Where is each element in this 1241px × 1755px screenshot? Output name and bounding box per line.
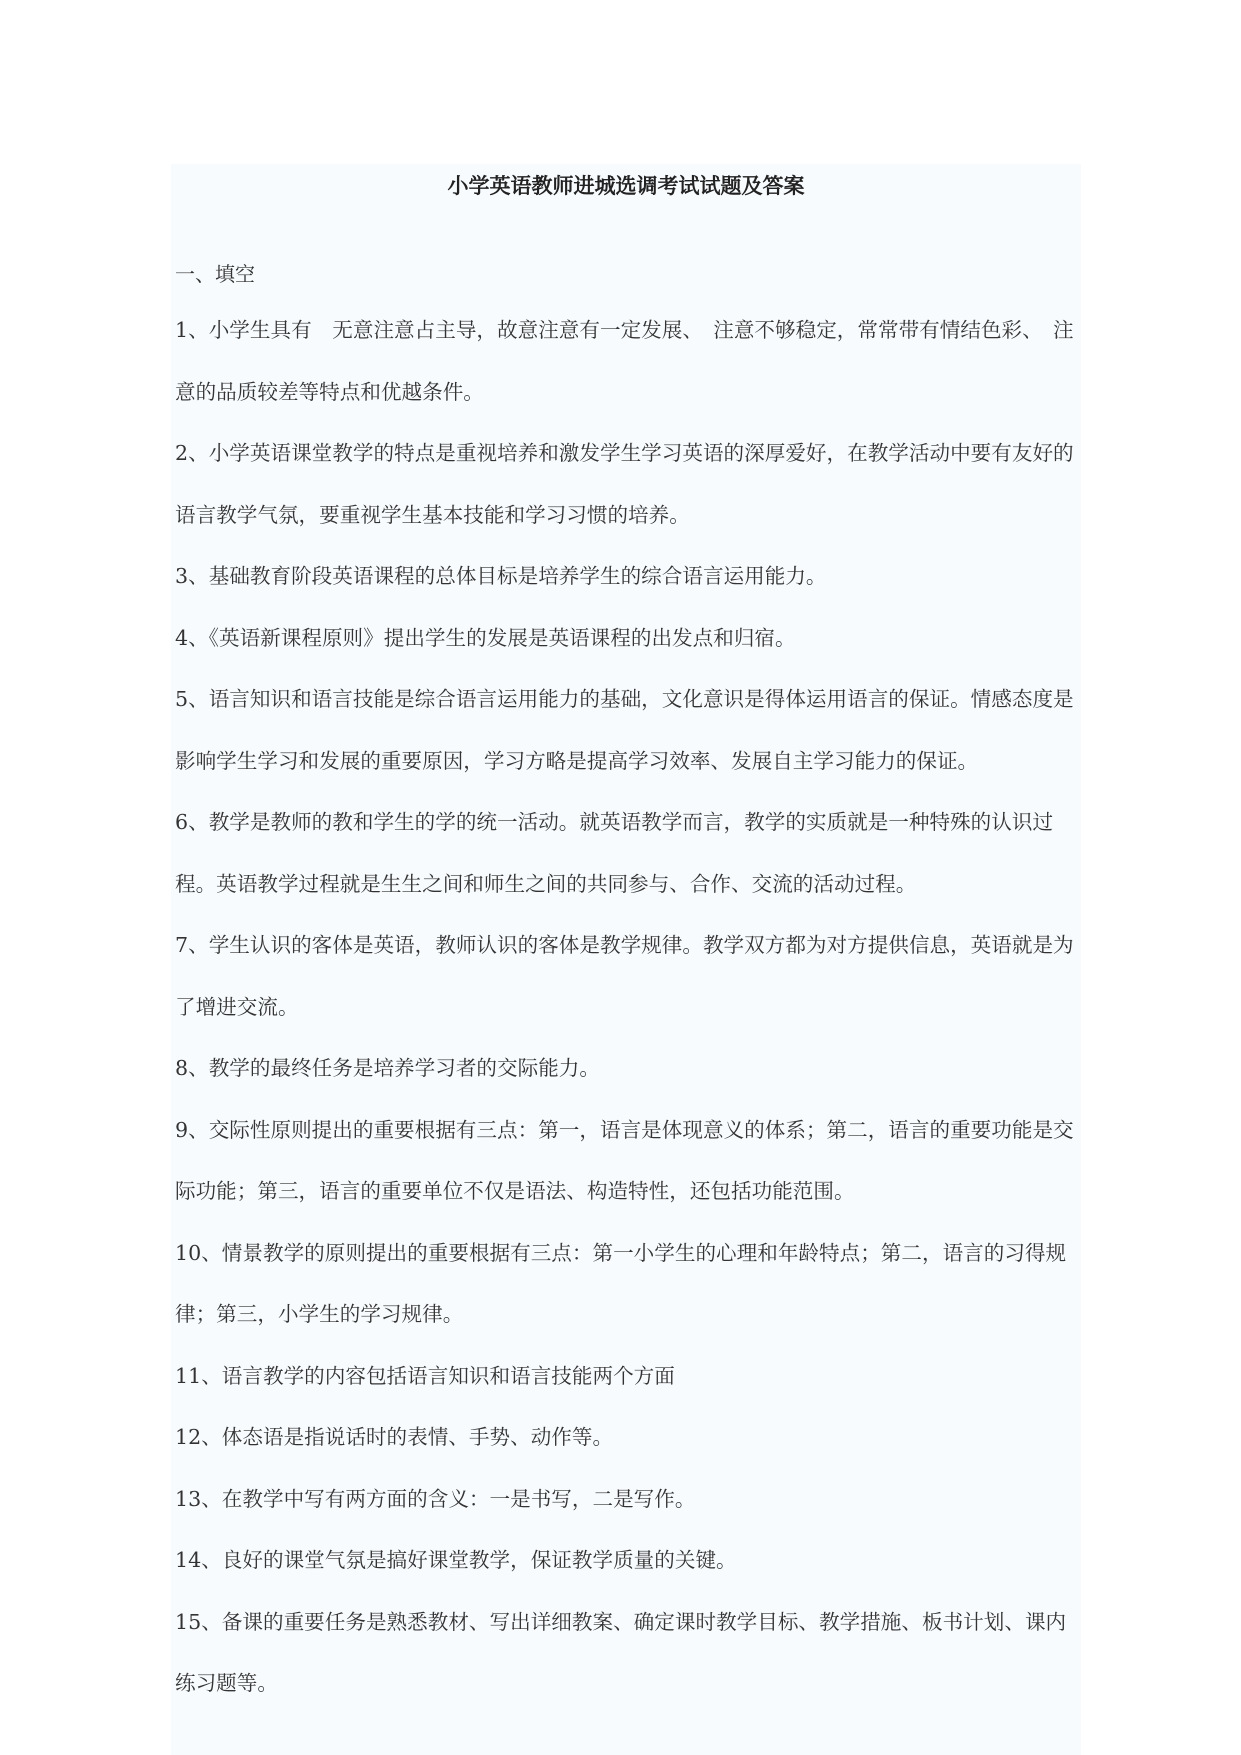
question-item-7: 7、学生认识的客体是英语，教师认识的客体是教学规律。教学双方都为对方提供信息，英语就是为了增进交流。 [175, 933, 1074, 1019]
question-item-15: 15、备课的重要任务是熟悉教材、写出详细教案、确定课时教学目标、教学措施、板书计划、课内练习题等。 [175, 1609, 1067, 1695]
document-body [171, 164, 1081, 1755]
question-item-2: 2、小学英语课堂教学的特点是重视培养和激发学生学习英语的深厚爱好，在教学活动中要有友好的语言教学气氛，要重视学生基本技能和学习习惯的培养。 [175, 441, 1074, 527]
question-item-14: 14、良好的课堂气氛是搞好课堂教学，保证教学质量的关键。 [175, 1548, 737, 1572]
section-heading: 一、填空 [175, 262, 255, 286]
question-item-12: 12、体态语是指说话时的表情、手势、动作等。 [175, 1425, 614, 1449]
question-item-13: 13、在教学中写有两方面的含义：一是书写，二是写作。 [175, 1486, 696, 1511]
question-item-10: 10、情景教学的原则提出的重要根据有三点：第一小学生的心理和年龄特点；第二，语言的习得规律；第三，小学生的学习规律。 [175, 1240, 1067, 1326]
question-item-4: 4、《英语新课程原则》提出学生的发展是英语课程的出发点和归宿。 [175, 625, 796, 650]
page-title: 小学英语教师进城选调考试试题及答案 [447, 174, 805, 198]
question-item-1: 1、小学生具有 无意注意占主导，故意注意有一定发展、 注意不够稳定，常常带有情结色彩、 注意的品质较差等特点和优越条件。 [175, 318, 1074, 404]
question-list [175, 300, 1079, 1715]
question-item-5: 5、语言知识和语言技能是综合语言运用能力的基础，文化意识是得体运用语言的保证。情感态度是影响学生学习和发展的重要原因，学习方略是提高学习效率、发展自主学习能力的保证。 [175, 687, 1074, 773]
question-item-3: 3、基础教育阶段英语课程的总体目标是培养学生的综合语言运用能力。 [175, 564, 827, 588]
question-item-11: 11、语言教学的内容包括语言知识和语言技能两个方面 [175, 1363, 675, 1388]
question-item-8: 8、教学的最终任务是培养学习者的交际能力。 [175, 1056, 600, 1080]
question-item-6: 6、教学是教师的教和学生的学的统一活动。就英语教学而言，教学的实质就是一种特殊的认识过程。英语教学过程就是生生之间和师生之间的共同参与、合作、交流的活动过程。 [175, 810, 1054, 896]
question-item-9: 9、交际性原则提出的重要根据有三点：第一，语言是体现意义的体系；第二，语言的重要功能是交际功能；第三，语言的重要单位不仅是语法、构造特性，还包括功能范围。 [175, 1117, 1074, 1203]
